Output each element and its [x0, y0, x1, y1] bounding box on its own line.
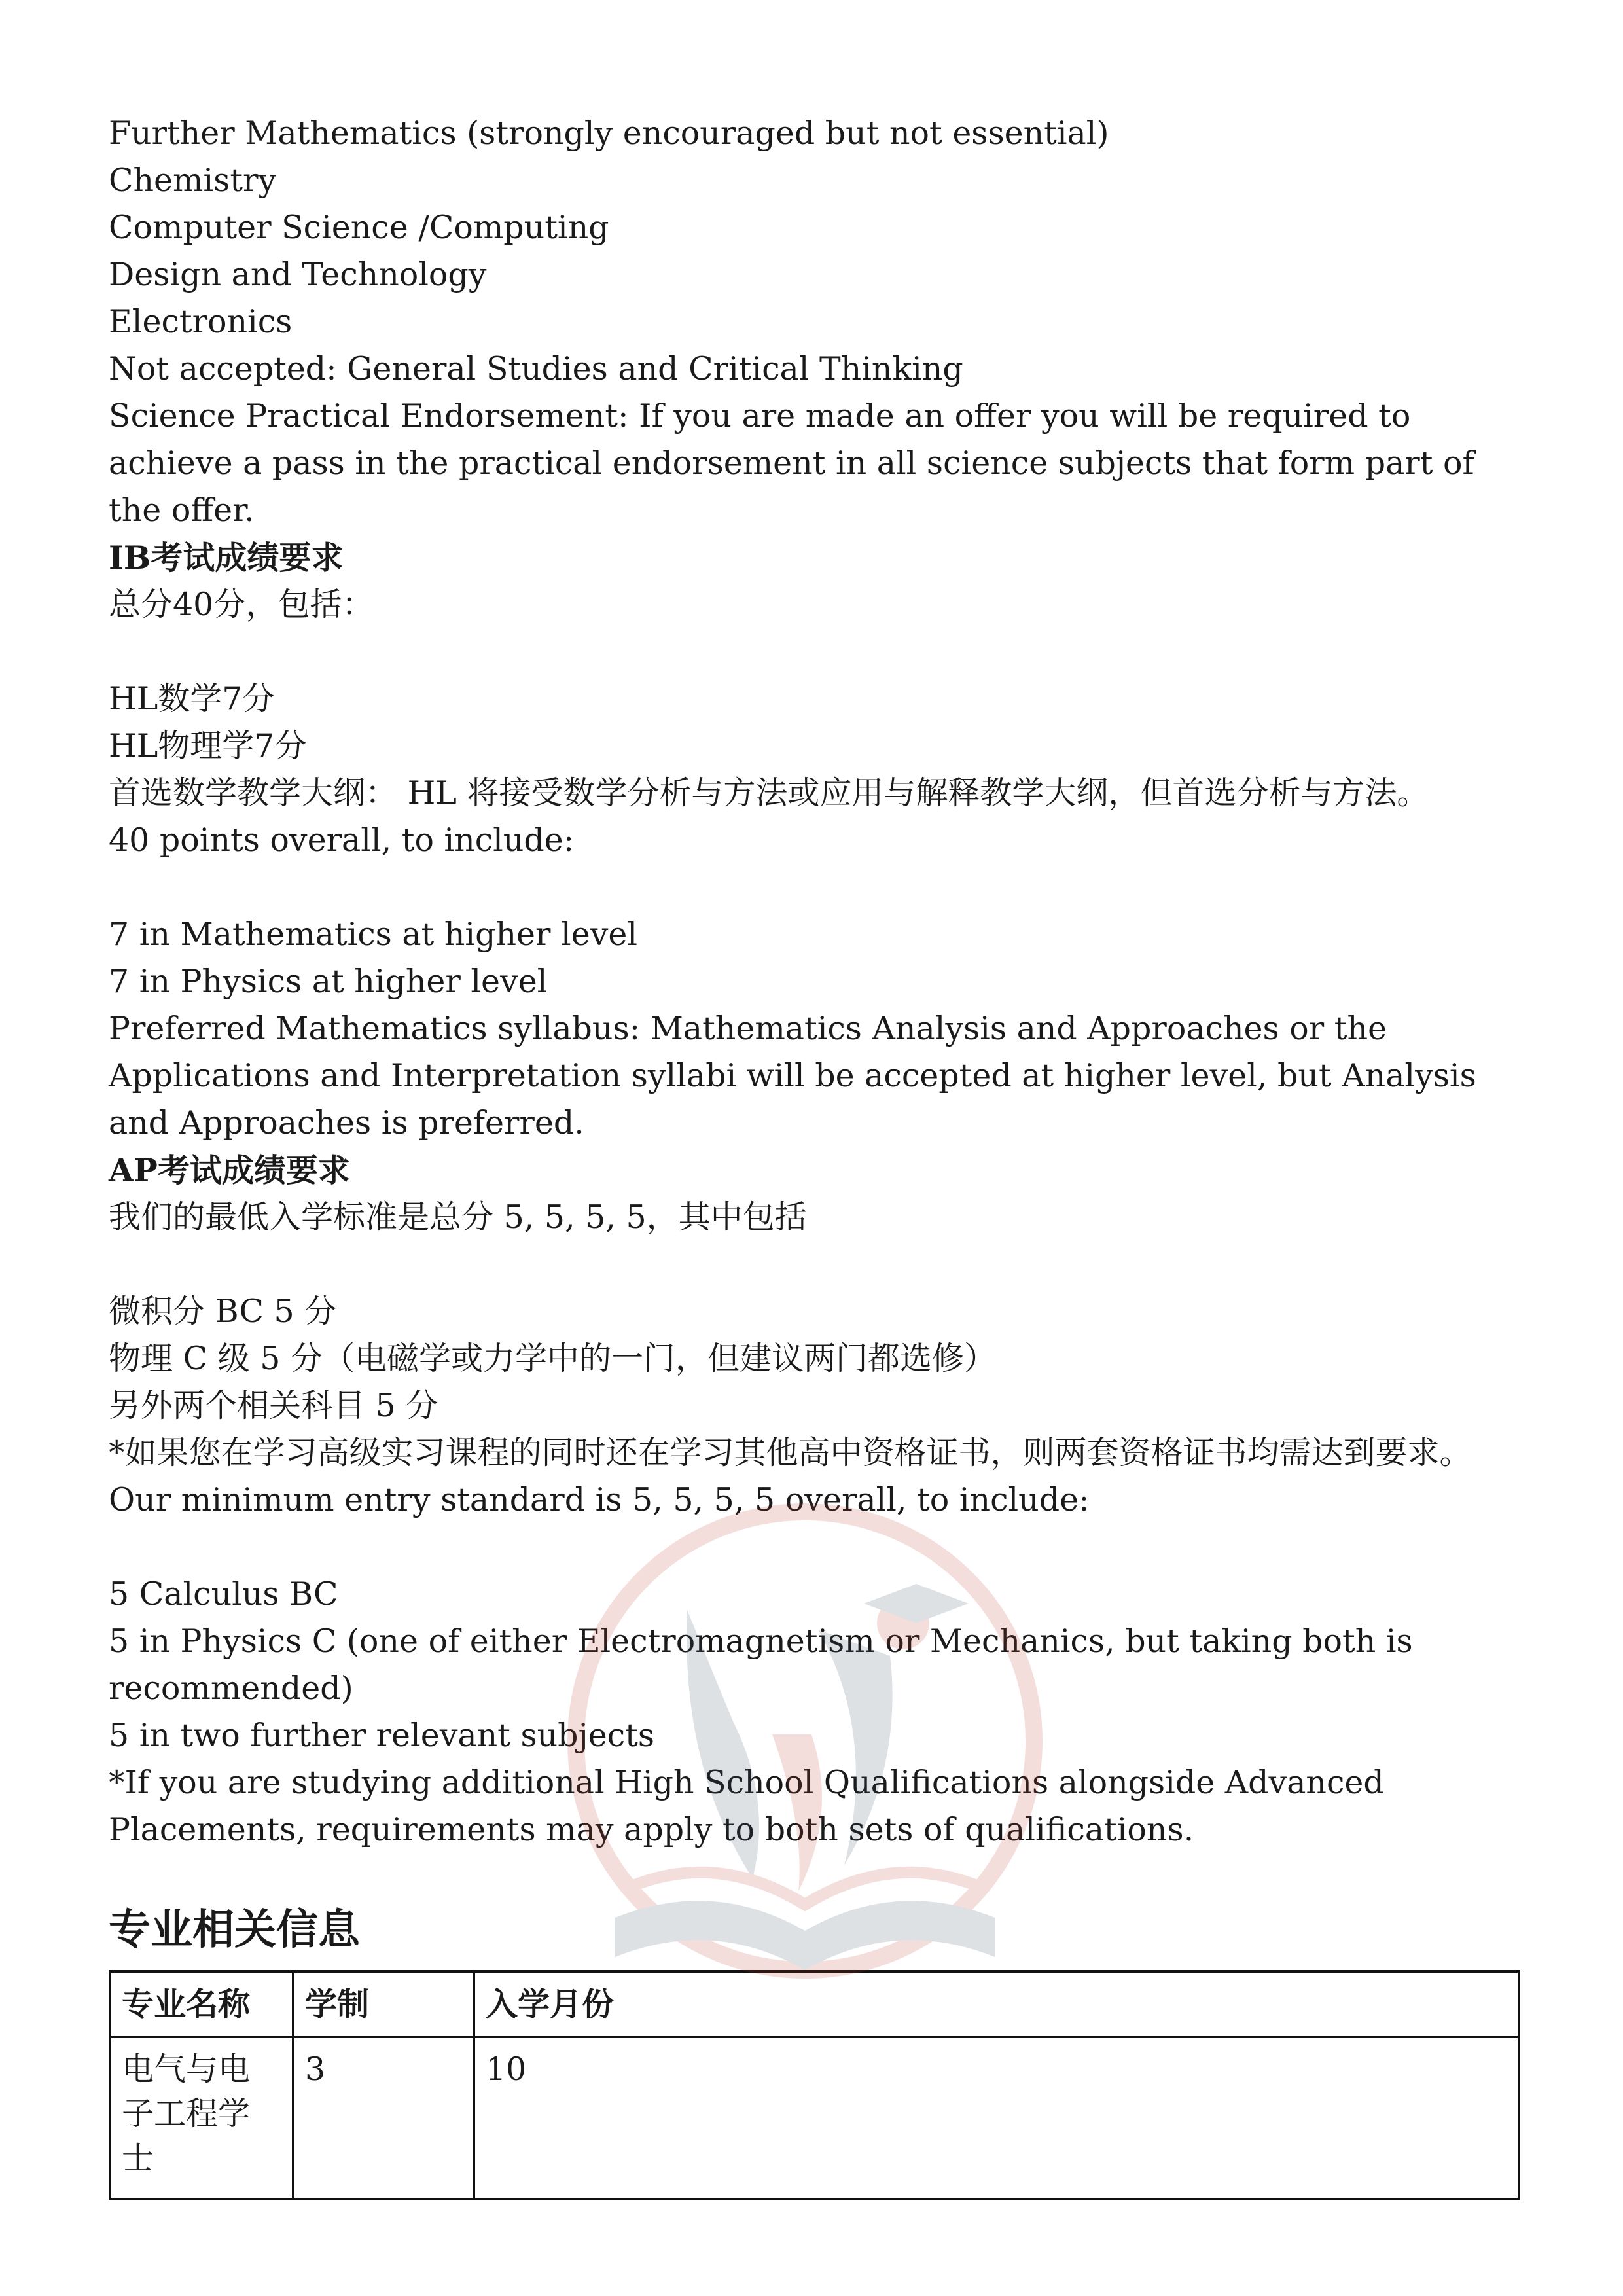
ib-en-overall: 40 points overall, to include: — [109, 821, 575, 859]
ap-cn-item: 另外两个相关科目 5 分 — [109, 1387, 438, 1424]
ap-en-item: 5 in Physics C (one of either Electromagnetism or Mechanics, but taking both is recommended) — [109, 1623, 1413, 1707]
ib-cn-overall: 总分40分，包括： — [109, 586, 374, 623]
ib-cn-preference: 首选数学教学大纲： HL 将接受数学分析与方法或应用与解释教学大纲，但首选分析与方法。 — [109, 774, 1429, 812]
alevel-line: Computer Science /Computing — [109, 209, 609, 246]
ib-cn-item: HL数学7分 — [109, 680, 275, 717]
ap-cn-overall: 我们的最低入学标准是总分 5, 5, 5, 5，其中包括 — [109, 1198, 807, 1236]
ap-en-item: *If you are studying additional High School Qualifications alongside Advanced Placements, requirements may apply to both sets of qualifications. — [109, 1764, 1384, 1848]
ib-en-item: 7 in Mathematics at higher level — [109, 916, 638, 953]
alevel-line: Chemistry — [109, 162, 277, 199]
spacer — [109, 1524, 1522, 1571]
spacer — [109, 864, 1522, 911]
ap-en-item: 5 Calculus BC — [109, 1575, 338, 1613]
program-info-heading: 专业相关信息 — [109, 1905, 360, 1954]
spacer — [109, 628, 1522, 675]
alevel-line: Further Mathematics (strongly encouraged but not essential) — [109, 115, 1109, 152]
ap-cn-item: *如果您在学习高级实习课程的同时还在学习其他高中资格证书，则两套资格证书均需达到要求。 — [109, 1434, 1472, 1471]
table-row — [110, 2037, 1519, 2199]
cell-duration: 3 — [293, 2037, 474, 2199]
table-header-row — [110, 1971, 1519, 2037]
ib-en-preference: Preferred Mathematics syllabus: Mathematics Analysis and Approaches or the Applications and Interpretation syllabi will be accepted at higher level, but Analysis and Approaches is preferred. — [109, 1010, 1476, 1141]
ib-cn-item: HL物理学7分 — [109, 727, 307, 764]
ap-cn-item: 物理 C 级 5 分（电磁学或力学中的一门，但建议两门都选修） — [109, 1340, 996, 1377]
ap-en-overall: Our minimum entry standard is 5, 5, 5, 5 overall, to include: — [109, 1481, 1090, 1518]
column-header-intake-month: 入学月份 — [474, 1971, 1519, 2037]
alevel-line: Design and Technology — [109, 256, 487, 293]
program-info-table — [109, 1970, 1520, 2200]
column-header-program-name: 专业名称 — [110, 1971, 293, 2037]
alevel-line: Science Practical Endorsement: If you are made an offer you will be required to achieve a pass in the practical endorsement in all science subjects that form part of the offer. — [109, 397, 1474, 529]
cell-program-name: 电气与电子工程学士 — [110, 2037, 293, 2199]
ap-en-item: 5 in two further relevant subjects — [109, 1717, 654, 1754]
alevel-line: Not accepted: General Studies and Critical Thinking — [109, 350, 963, 387]
cell-intake-month: 10 — [474, 2037, 1519, 2199]
spacer — [109, 1241, 1522, 1288]
ib-heading: IB考试成绩要求 — [109, 539, 344, 577]
ap-cn-item: 微积分 BC 5 分 — [109, 1293, 337, 1330]
ib-en-item: 7 in Physics at higher level — [109, 963, 548, 1000]
column-header-duration: 学制 — [293, 1971, 474, 2037]
alevel-line: Electronics — [109, 303, 293, 340]
document-page — [109, 110, 1522, 2200]
ap-heading: AP考试成绩要求 — [109, 1151, 350, 1189]
